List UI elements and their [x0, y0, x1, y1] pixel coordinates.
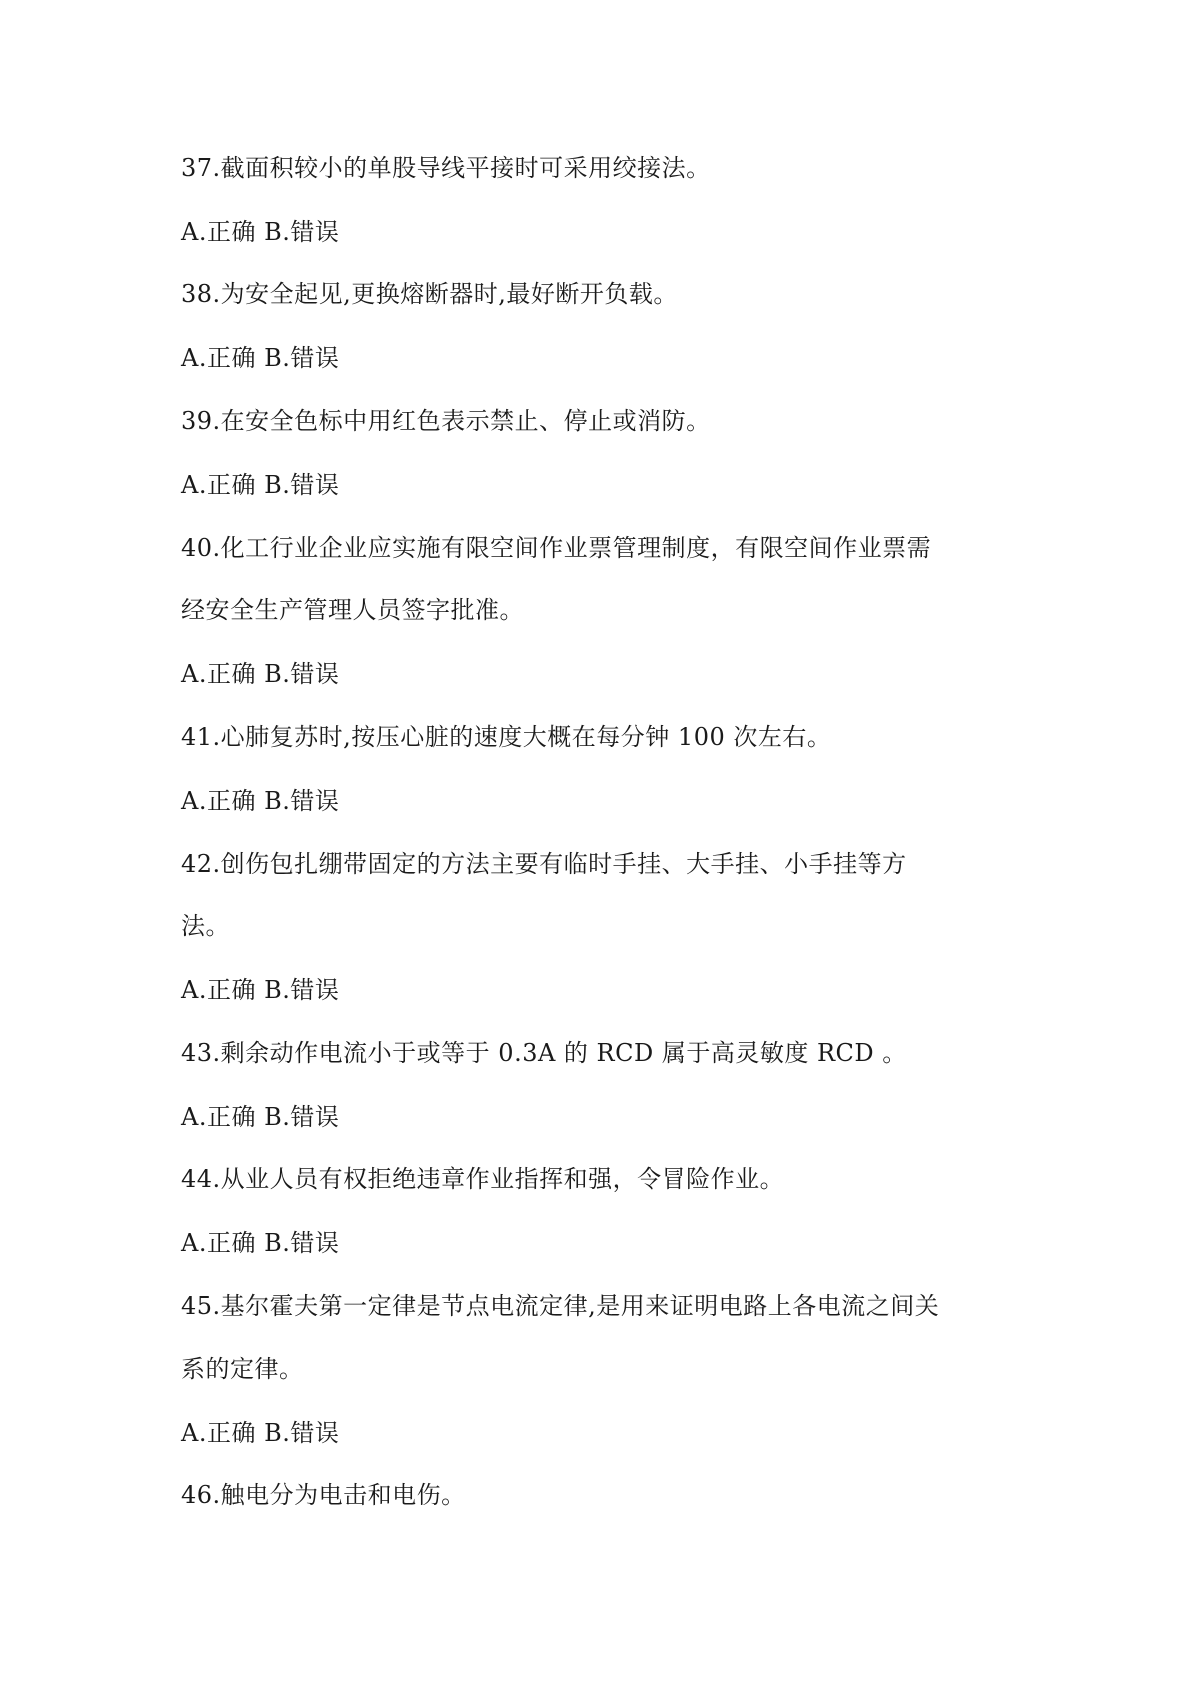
question-39-text: 39.在安全色标中用红色表示禁止、停止或消防。: [181, 407, 711, 435]
question-41-text: 41.心肺复苏时,按压心脏的速度大概在每分钟 100 次左右。: [181, 723, 832, 751]
question-42-options: A.正确 B.错误: [181, 976, 340, 1004]
question-40-text-line-1: 40.化工行业企业应实施有限空间作业票管理制度，有限空间作业票需: [181, 534, 932, 562]
question-44-text: 44.从业人员有权拒绝违章作业指挥和强，令冒险作业。: [181, 1165, 785, 1193]
question-38-text: 38.为安全起见,更换熔断器时,最好断开负载。: [181, 280, 678, 308]
question-39-options: A.正确 B.错误: [181, 471, 340, 499]
question-44-options: A.正确 B.错误: [181, 1229, 340, 1257]
question-45-text-line-1: 45.基尔霍夫第一定律是节点电流定律,是用来证明电路上各电流之间关: [181, 1292, 940, 1320]
question-45-text-line-2: 系的定律。: [181, 1355, 304, 1383]
question-38-options: A.正确 B.错误: [181, 344, 340, 372]
question-37-text: 37.截面积较小的单股导线平接时可采用绞接法。: [181, 154, 711, 182]
question-41-options: A.正确 B.错误: [181, 787, 340, 815]
question-40-text-line-2: 经安全生产管理人员签字批准。: [181, 596, 524, 624]
question-43-text: 43.剩余动作电流小于或等于 0.3A 的 RCD 属于高灵敏度 RCD 。: [181, 1039, 907, 1067]
question-46-text: 46.触电分为电击和电伤。: [181, 1481, 466, 1509]
question-45-options: A.正确 B.错误: [181, 1419, 340, 1447]
question-42-text-line-1: 42.创伤包扎绷带固定的方法主要有临时手挂、大手挂、小手挂等方: [181, 850, 907, 878]
question-42-text-line-2: 法。: [181, 912, 230, 940]
question-37-options: A.正确 B.错误: [181, 218, 340, 246]
question-43-options: A.正确 B.错误: [181, 1103, 340, 1131]
question-40-options: A.正确 B.错误: [181, 660, 340, 688]
